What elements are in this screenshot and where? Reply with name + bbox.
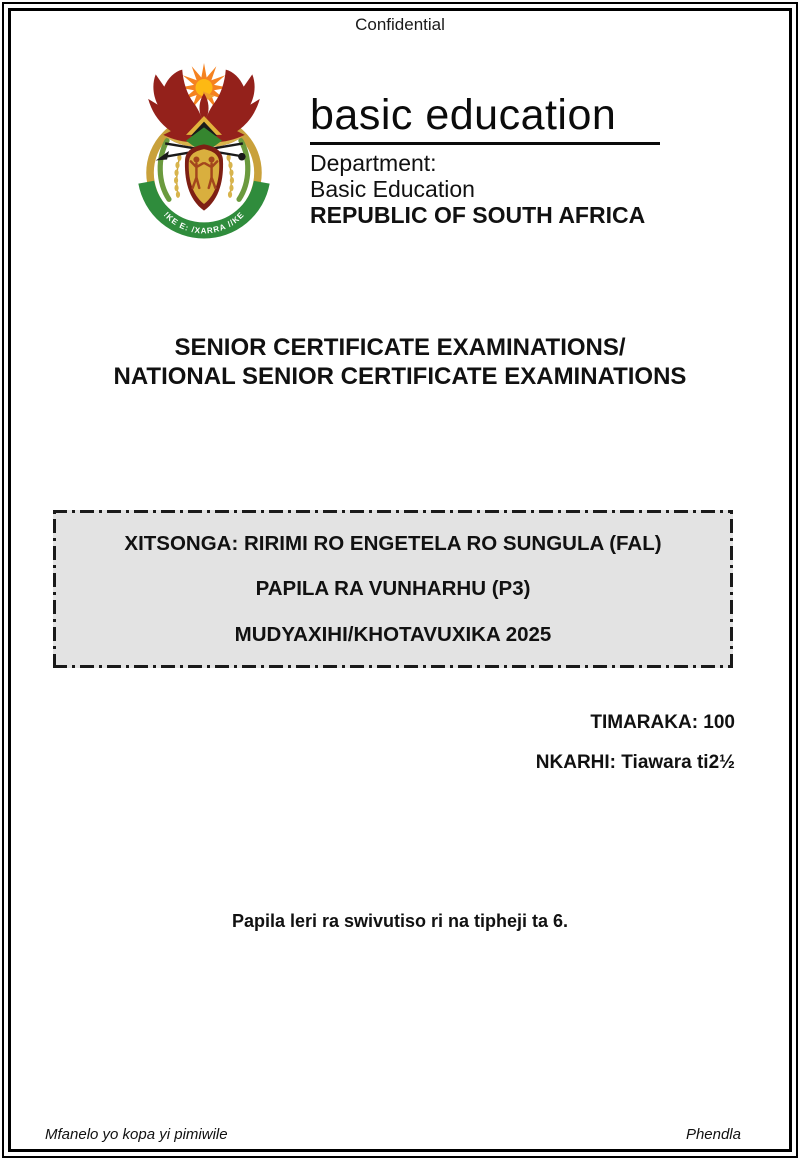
subject-box xyxy=(53,510,733,668)
paper-line: PAPILA RA VUNHARHU (P3) xyxy=(255,577,531,600)
department-label: Department: xyxy=(310,149,437,176)
exam-title-line1: SENIOR CERTIFICATE EXAMINATIONS/ xyxy=(174,334,626,361)
subject-box-border-right xyxy=(730,510,733,668)
brand-underline xyxy=(310,142,660,145)
subject-box-border-bottom xyxy=(53,665,733,668)
exam-title-line2: NATIONAL SENIOR CERTIFICATE EXAMINATIONS xyxy=(113,363,687,390)
exam-details xyxy=(536,711,735,775)
confidential-label: Confidential xyxy=(355,15,445,34)
shield xyxy=(185,144,223,210)
coat-of-arms-logo xyxy=(133,60,275,242)
marks-value: TIMARAKA: 100 xyxy=(590,712,735,733)
time-value: NKARHI: Tiawara ti2½ xyxy=(535,752,735,773)
subject-box-border-left xyxy=(53,510,56,668)
department-name: Basic Education xyxy=(310,175,475,202)
page-border-outer xyxy=(2,2,798,1158)
country-name: REPUBLIC OF SOUTH AFRICA xyxy=(310,201,646,228)
subject-box-border-top xyxy=(53,510,733,513)
turn-over-label: Phendla xyxy=(685,1126,741,1143)
copyright-note: Mfanelo yo kopa yi pimiwile xyxy=(45,1126,228,1143)
session-line: MUDYAXIHI/KHOTAVUXIKA 2025 xyxy=(234,622,552,646)
department-brand-block xyxy=(310,91,730,228)
page-title xyxy=(11,333,789,391)
page-count-note: Papila leri ra swivutiso ri na tipheji ta 6. xyxy=(231,911,569,931)
motto-text: !KE E: /XARRA //KE xyxy=(161,210,247,236)
page-border-inner xyxy=(8,8,792,1152)
subject-line: XITSONGA: RIRIMI RO ENGETELA RO SUNGULA (FAL) xyxy=(124,531,662,555)
brand-title: basic education xyxy=(310,91,617,139)
